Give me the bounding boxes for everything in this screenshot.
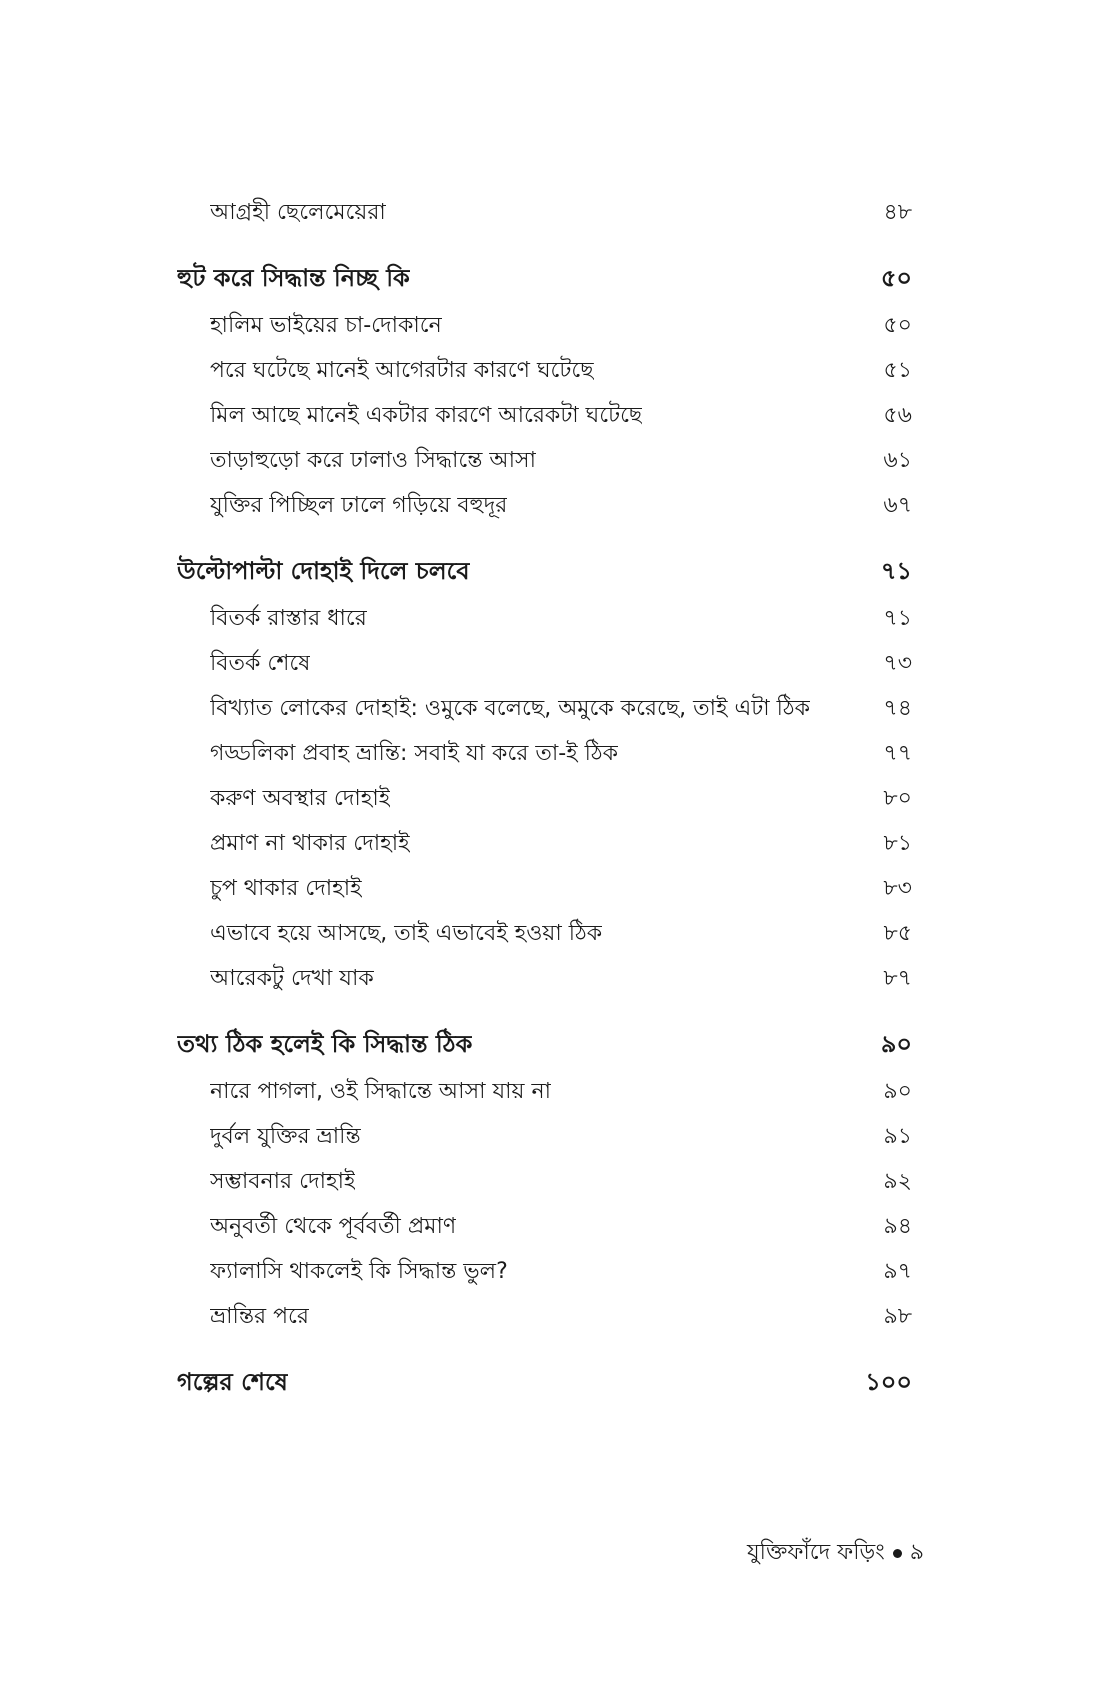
toc-entry-title: গল্পের শেষে (177, 1368, 288, 1396)
toc-section-entry (177, 483, 912, 528)
toc-entry-page-number: ৯৭ (883, 1259, 912, 1284)
toc-entry-page-number: ৯৪ (883, 1214, 912, 1239)
toc-section-entry (177, 1294, 912, 1339)
toc-section-entry (177, 866, 912, 911)
toc-entry-title: তাড়াহুড়ো করে ঢালাও সিদ্ধান্তে আসা (210, 448, 536, 473)
toc-entry-page-number: ৮১ (883, 831, 912, 856)
toc-entry-page-number: ৯২ (883, 1169, 912, 1194)
table-of-contents (177, 190, 912, 1407)
toc-entry-page-number: ৮৭ (883, 966, 912, 991)
toc-entry-page-number: ৯০ (883, 1079, 912, 1104)
toc-entry-page-number: ৯০ (880, 1030, 912, 1058)
toc-entry-page-number: ৮০ (883, 786, 912, 811)
toc-entry-title: সম্ভাবনার দোহাই (210, 1169, 356, 1194)
toc-entry-page-number: ৮৫ (883, 921, 912, 946)
toc-chapter-entry (177, 1357, 912, 1407)
toc-entry-title: ভ্রান্তির পরে (210, 1304, 309, 1329)
toc-entry-title: উল্টোপাল্টা দোহাই দিলে চলবে (177, 557, 470, 585)
toc-entry-page-number: ৭১ (880, 557, 912, 585)
page-footer (747, 1535, 924, 1572)
toc-section-entry (177, 821, 912, 866)
toc-section-entry (177, 686, 912, 731)
toc-entry-title: আগ্রহী ছেলেমেয়েরা (210, 200, 386, 225)
toc-entry-title: ফ্যালাসি থাকলেই কি সিদ্ধান্ত ভুল? (210, 1259, 508, 1284)
toc-entry-page-number: ৯১ (883, 1124, 912, 1149)
toc-entry-page-number: ৭৭ (883, 741, 912, 766)
toc-entry-page-number: ৬১ (883, 448, 912, 473)
toc-entry-title: যুক্তির পিচ্ছিল ঢালে গড়িয়ে বহুদূর (210, 493, 508, 518)
toc-entry-page-number: ৭৩ (883, 651, 912, 676)
toc-section-entry (177, 596, 912, 641)
toc-entry-page-number: ৬৭ (883, 493, 912, 518)
toc-section-entry (177, 1204, 912, 1249)
toc-section-entry (177, 956, 912, 1001)
toc-entry-title: মিল আছে মানেই একটার কারণে আরেকটা ঘটেছে (210, 403, 643, 428)
toc-entry-page-number: ৯৮ (883, 1304, 912, 1329)
toc-section-entry (177, 348, 912, 393)
toc-section-entry (177, 1114, 912, 1159)
toc-section-entry (177, 641, 912, 686)
toc-chapter-entry (177, 253, 912, 303)
toc-section-entry (177, 731, 912, 776)
toc-entry-title: চুপ থাকার দোহাই (210, 876, 362, 901)
toc-section-entry (177, 776, 912, 821)
toc-entry-page-number: ৫০ (880, 264, 912, 292)
toc-section-entry (177, 303, 912, 348)
toc-entry-page-number: ৪৮ (883, 200, 912, 225)
toc-entry-title: বিখ্যাত লোকের দোহাই: ওমুকে বলেছে, অমুকে করেছে, তাই এটা ঠিক (210, 696, 811, 721)
toc-entry-title: আরেকটু দেখা যাক (210, 966, 374, 991)
footer-bullet-icon (893, 1549, 902, 1558)
toc-entry-title: প্রমাণ না থাকার দোহাই (210, 831, 410, 856)
toc-entry-title: করুণ অবস্থার দোহাই (210, 786, 391, 811)
toc-entry-page-number: ৫৬ (883, 403, 912, 428)
toc-entry-title: গড্ডলিকা প্রবাহ ভ্রান্তি: সবাই যা করে তা-ই ঠিক (210, 741, 619, 766)
toc-section-entry (177, 911, 912, 956)
toc-entry-page-number: ১০০ (865, 1368, 912, 1396)
toc-chapter-entry (177, 546, 912, 596)
toc-section-entry (177, 1249, 912, 1294)
footer-page-number: ৯ (909, 1540, 924, 1565)
toc-entry-page-number: ৮৩ (883, 876, 912, 901)
toc-entry-page-number: ৫১ (883, 358, 912, 383)
toc-entry-title: দুর্বল যুক্তির ভ্রান্তি (210, 1124, 361, 1149)
footer-book-title: যুক্তিফাঁদে ফড়িং (746, 1540, 885, 1565)
toc-entry-title: পরে ঘটেছে মানেই আগেরটার কারণে ঘটেছে (210, 358, 594, 383)
toc-section-entry (177, 190, 912, 235)
toc-entry-title: এভাবে হয়ে আসছে, তাই এভাবেই হওয়া ঠিক (210, 921, 603, 946)
toc-entry-page-number: ৭৪ (883, 696, 912, 721)
toc-entry-title: নারে পাগলা, ওই সিদ্ধান্তে আসা যায় না (210, 1079, 551, 1104)
toc-section-entry (177, 438, 912, 483)
toc-entry-title: অনুবর্তী থেকে পূর্ববর্তী প্রমাণ (210, 1214, 457, 1239)
toc-chapter-entry (177, 1019, 912, 1069)
toc-entry-title: বিতর্ক রাস্তার ধারে (210, 606, 367, 631)
toc-section-entry (177, 1159, 912, 1204)
toc-entry-page-number: ৫০ (883, 313, 912, 338)
toc-entry-title: বিতর্ক শেষে (210, 651, 311, 676)
toc-section-entry (177, 393, 912, 438)
toc-entry-title: তথ্য ঠিক হলেই কি সিদ্ধান্ত ঠিক (177, 1030, 473, 1058)
toc-entry-page-number: ৭১ (883, 606, 912, 631)
toc-section-entry (177, 1069, 912, 1114)
toc-entry-title: হালিম ভাইয়ের চা-দোকানে (210, 313, 442, 338)
toc-entry-title: হুট করে সিদ্ধান্ত নিচ্ছ কি (177, 264, 410, 292)
